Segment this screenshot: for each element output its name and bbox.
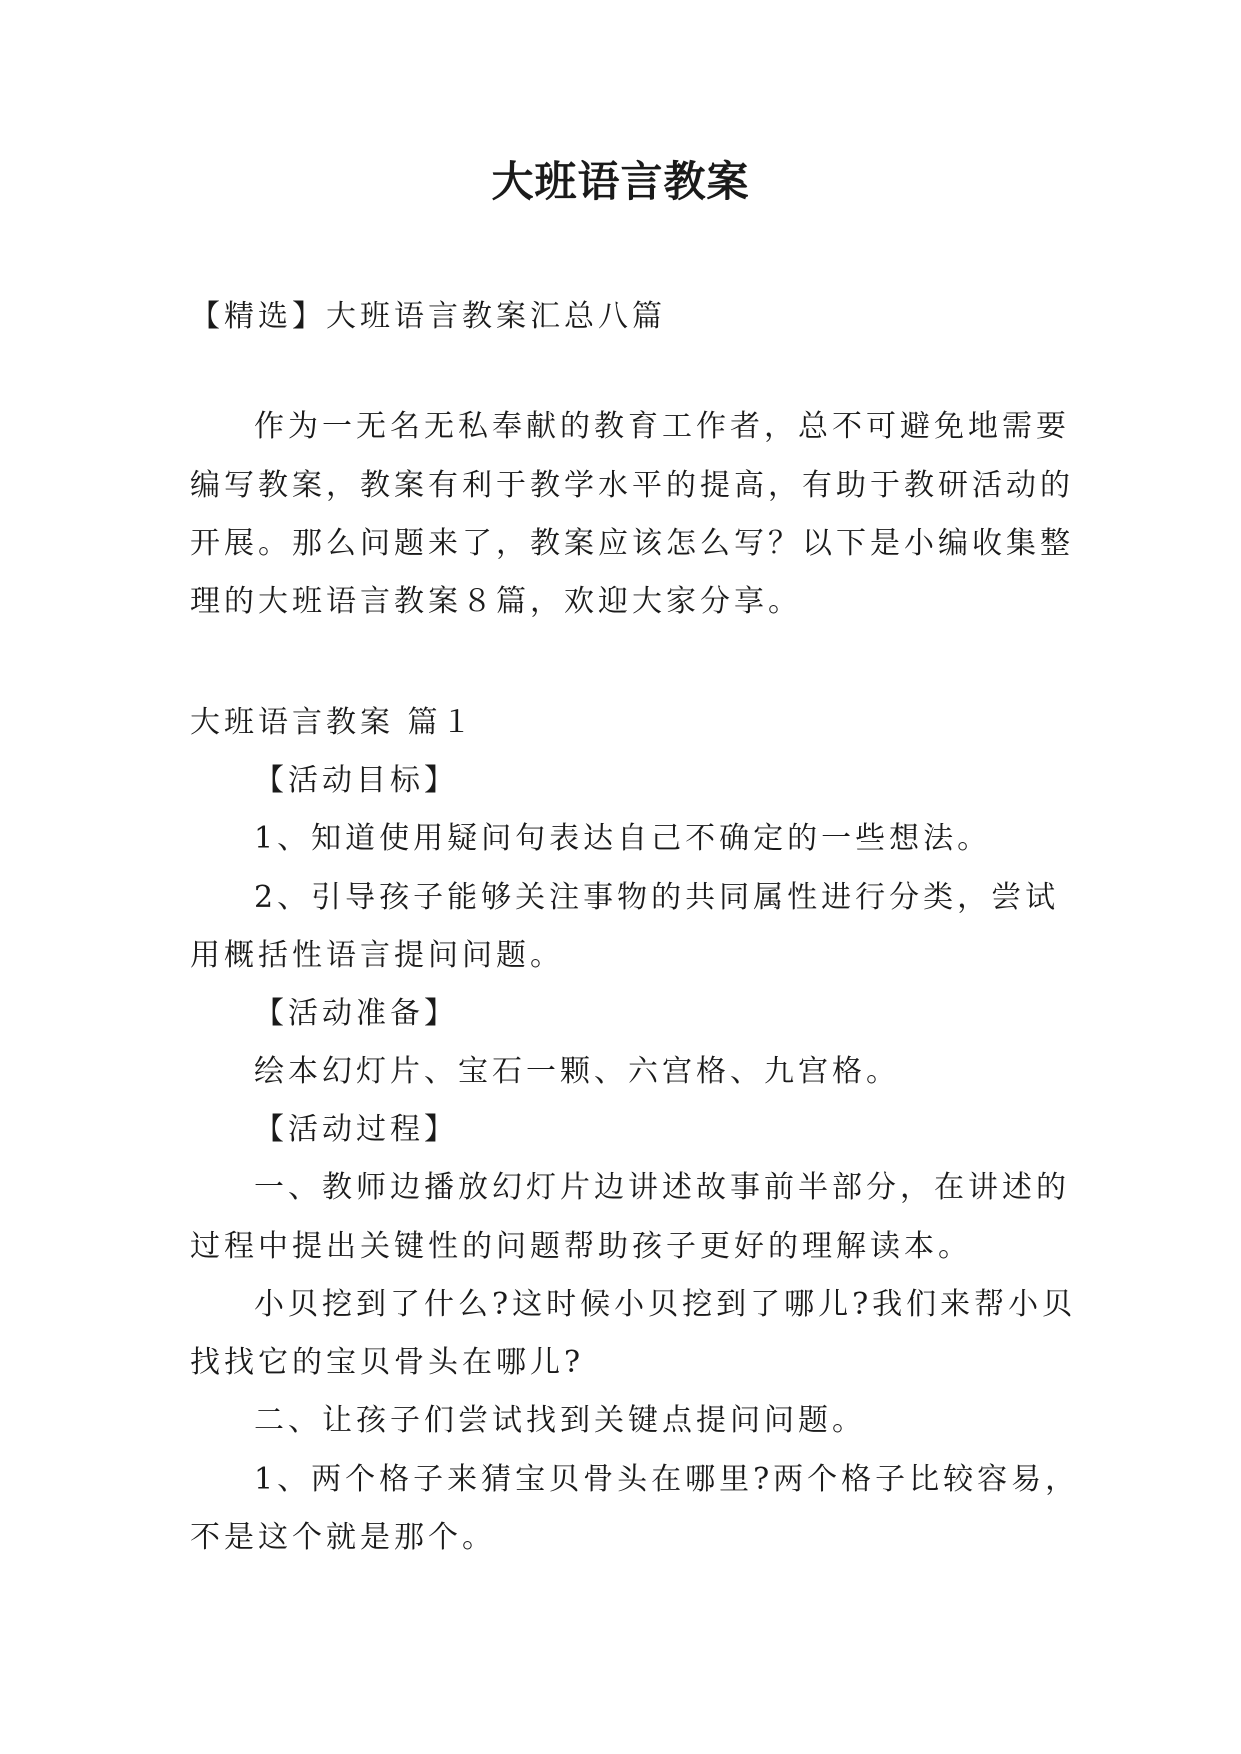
section-title: 大班语言教案 篇１ [190, 705, 476, 740]
section-heading-goals: 【活动目标】 [254, 763, 458, 798]
body-line: 1、知道使用疑问句表达自己不确定的一些想法。 [254, 821, 992, 856]
intro-line-2: 编写教案，教案有利于教学水平的提高，有助于教研活动的 [190, 468, 1074, 503]
body-line: 小贝挖到了什么?这时候小贝挖到了哪儿?我们来帮小贝 [254, 1287, 1077, 1322]
document-title: 大班语言教案 [491, 157, 750, 206]
body-line: 2、引导孩子能够关注事物的共同属性进行分类，尝试 [254, 880, 1060, 915]
intro-line-3: 开展。那么问题来了，教案应该怎么写？以下是小编收集整 [190, 526, 1074, 561]
body-line: 不是这个就是那个。 [190, 1520, 496, 1555]
body-line: 一、教师边播放幻灯片边讲述故事前半部分，在讲述的 [254, 1170, 1070, 1205]
body-line: 用概括性语言提问问题。 [190, 938, 564, 973]
body-line: 过程中提出关键性的问题帮助孩子更好的理解读本。 [190, 1229, 972, 1264]
intro-line-1: 作为一无名无私奉献的教育工作者，总不可避免地需要 [254, 409, 1070, 444]
body-line: 绘本幻灯片、宝石一颗、六宫格、九宫格。 [254, 1054, 900, 1089]
document-subtitle: 【精选】大班语言教案汇总八篇 [190, 299, 666, 334]
section-heading-preparation: 【活动准备】 [254, 996, 458, 1031]
body-line: 1、两个格子来猜宝贝骨头在哪里?两个格子比较容易， [254, 1462, 1080, 1497]
body-line: 二、让孩子们尝试找到关键点提问问题。 [254, 1403, 866, 1438]
section-heading-process: 【活动过程】 [254, 1112, 458, 1147]
intro-line-4: 理的大班语言教案８篇，欢迎大家分享。 [190, 584, 802, 619]
body-line: 找找它的宝贝骨头在哪儿? [190, 1345, 585, 1380]
